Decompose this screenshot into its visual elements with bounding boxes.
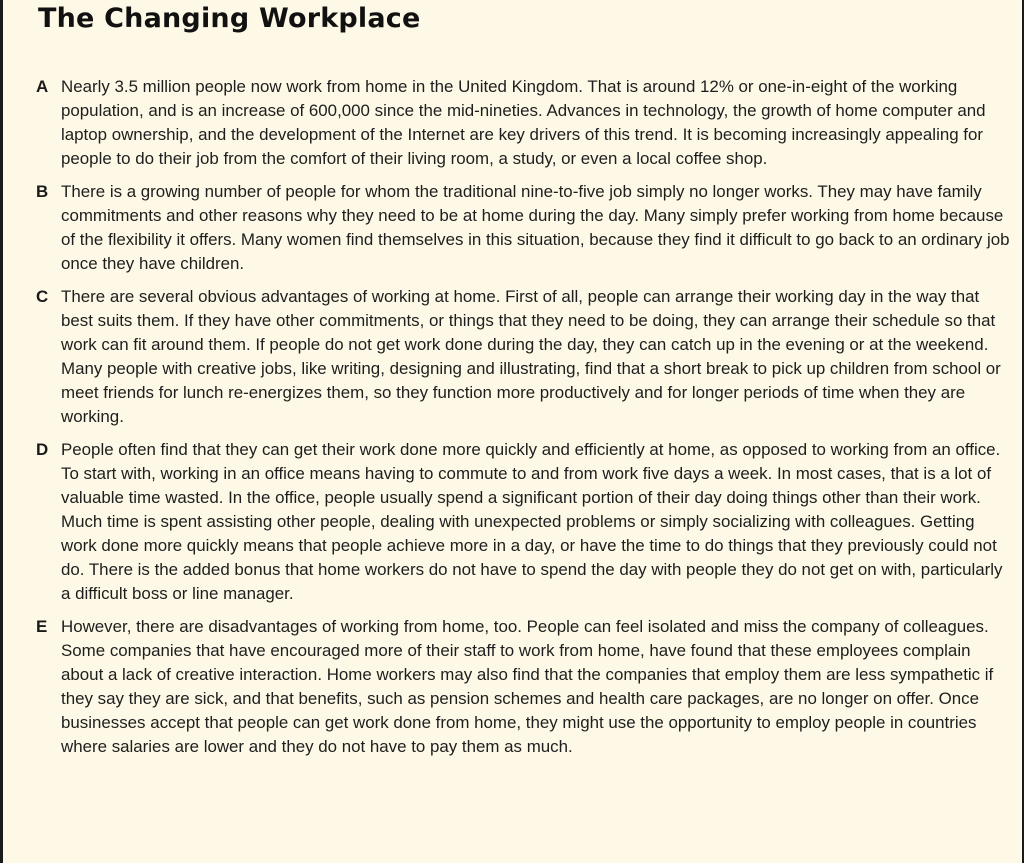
page-title: The Changing Workplace [38, 3, 421, 34]
paragraph-e [36, 615, 1012, 759]
paragraph-text: There is a growing number of people for whom the traditional nine-to-five job simply no longer works. They may have family commitments and other reasons why they need to be at home during the day. Many simply prefer working from home because of the flexibility it offers. Many women find themselves in this situation, because they find it difficult to go back to an ordinary job once they have children. [61, 182, 1010, 273]
paragraph-letter: A [36, 77, 49, 96]
paragraph-letter: C [36, 287, 49, 306]
paragraph-letter: B [36, 182, 49, 201]
left-border [0, 0, 3, 863]
paragraph-letter: D [36, 440, 49, 459]
paragraph-letter: E [36, 617, 48, 636]
paragraph-b [36, 180, 1012, 276]
paragraph-text: However, there are disadvantages of working from home, too. People can feel isolated and miss the company of colleagues. Some companies that have encouraged more of their staff to work from home, have found that these employees complain about a lack of creative interaction. Home workers may also find that the companies that employ them are less sympathetic if they say they are sick, and that benefits, such as pension schemes and health care packages, are no longer on offer. Once businesses accept that people can get work done from home, they might use the opportunity to employ people in countries where salaries are lower and they do not have to pay them as much. [61, 617, 994, 756]
paragraph-a [36, 75, 1012, 171]
paragraph-text: Nearly 3.5 million people now work from home in the United Kingdom. That is around 12% or one-in-eight of the working population, and is an increase of 600,000 since the mid-nineties. Advances in technology, the growth of home computer and laptop ownership, and the development of the Internet are key drivers of this trend. It is becoming increasingly appealing for people to do their job from the comfort of their living room, a study, or even a local coffee shop. [61, 77, 986, 168]
paragraph-c [36, 285, 1012, 429]
paragraph-text: People often find that they can get their work done more quickly and efficiently at home, as opposed to working from an office. To start with, working in an office means having to commute to and from work five days a week. In most cases, that is a lot of valuable time wasted. In the office, people usually spend a significant portion of their day doing things other than their work. Much time is spent assisting other people, dealing with unexpected problems or simply socializing with colleagues. Getting work done more quickly means that people achieve more in a day, or have the time to do things that they previously could not do. There is the added bonus that home workers do not have to spend the day with people they do not get on with, particularly a difficult boss or line manager. [61, 440, 1003, 603]
paragraph-text: There are several obvious advantages of working at home. First of all, people can arrange their working day in the way that best suits them. If they have other commitments, or things that they need to be doing, they can arrange their schedule so that work can fit around them. If people do not get work done during the day, they can catch up in the evening or at the weekend. Many people with creative jobs, like writing, designing and illustrating, find that a short break to pick up children from school or meet friends for lunch re-energizes them, so they function more productively and for longer periods of time when they are working. [61, 287, 1001, 426]
article-body [36, 75, 1012, 768]
paragraph-d [36, 438, 1012, 606]
